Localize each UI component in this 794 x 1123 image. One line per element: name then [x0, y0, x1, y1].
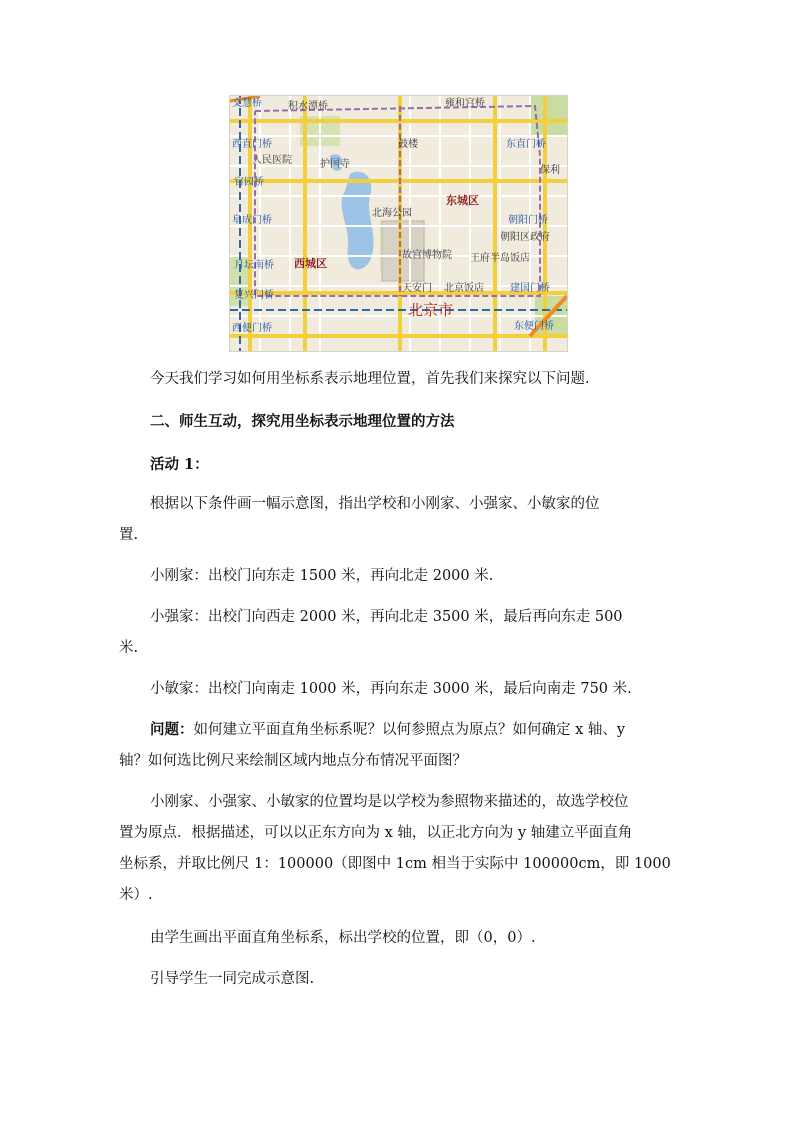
map-label-xichengqu: 西城区 [294, 257, 327, 270]
map-label-fuchengmenqiao: 阜成门桥 [232, 215, 272, 226]
answer-line-1: 小刚家、小强家、小敏家的位置均是以学校为参照物来描述的，故选学校位 [150, 794, 629, 810]
answer-line-3: 坐标系，并取比例尺 1：100000（即图中 1cm 相当于实际中 100000cm，即 1000 [119, 856, 671, 872]
map-label-jishuitanqiao: 积水潭桥 [288, 101, 328, 112]
xiaoqiang-home-line-1: 小强家：出校门向西走 2000 米，再向北走 3500 米，最后再向东走 500 [150, 609, 623, 625]
xiaoqiang-home-line-2: 米. [119, 640, 139, 656]
question-label: 问题： [150, 721, 194, 738]
map-label-beijingshi: 北京市 [408, 301, 454, 319]
map-label-dongchengqu: 东城区 [446, 194, 479, 207]
map-label-jianguomenqiao: 建国门桥 [510, 283, 550, 294]
map-label-xizhimenqiao: 西直门桥 [232, 139, 272, 150]
answer-line-4: 米）. [119, 887, 153, 903]
task-line-2: 置. [119, 527, 139, 543]
intro-paragraph: 今天我们学习如何用坐标系表示地理位置，首先我们来探究以下问题. [150, 371, 590, 387]
section-2-heading: 二、师生互动，探究用坐标表示地理位置的方法 [150, 413, 455, 430]
map-label-gulou: 鼓楼 [398, 139, 418, 150]
map-label-wangfubandao: 王府半岛饭店 [470, 253, 530, 264]
xiaomin-home: 小敏家：出校门向南走 1000 米，再向东走 3000 米，最后向南走 750 米. [150, 681, 632, 697]
map-label-chaoyangmenqiao: 朝阳门桥 [508, 215, 548, 226]
question-line-1 [150, 720, 625, 740]
map-label-guanyuanqiao: 官园桥 [234, 177, 264, 188]
map-label-dongzhimenqiao: 东直门桥 [506, 139, 546, 150]
map-label-yuetannanqiao: 月坛南桥 [234, 260, 274, 271]
map-label-xibianmenqiao: 西便门桥 [232, 323, 272, 334]
map-label-gugongbowuyuan: 故宫博物院 [402, 250, 452, 261]
answer-line-2: 置为原点．根据描述，可以以正东方向为 x 轴，以正北方向为 y 轴建立平面直角 [119, 825, 633, 841]
map-label-dongbianmenqiao: 东便门桥 [514, 321, 554, 332]
beijing-map [229, 95, 568, 352]
map-label-beihaigongyuan: 北海公园 [372, 208, 412, 219]
map-label-tiananmen: 天安门 [402, 283, 432, 294]
question-text: 如何建立平面直角坐标系呢？以何参照点为原点？如何确定 x 轴、y [193, 722, 626, 738]
task-line-1: 根据以下条件画一幅示意图，指出学校和小刚家、小强家、小敏家的位 [150, 496, 600, 512]
map-label-huguosi: 护国寺 [320, 159, 350, 170]
map-label-yonghegongqiao: 雍和宫桥 [445, 98, 485, 109]
map-label-chaoyangquzhengfu: 朝阳区政府 [500, 232, 550, 243]
map-label-fuxingmenqiao: 复兴门桥 [234, 290, 274, 301]
map-label-baoli: 保利 [540, 165, 560, 176]
map-label-wenhuiqiao: 文慧桥 [232, 98, 262, 109]
map-label-renminyiyuan: 人民医院 [252, 155, 292, 166]
draw-axes-paragraph: 由学生画出平面直角坐标系，标出学校的位置，即（0，0）. [150, 930, 536, 946]
xiaogang-home: 小刚家：出校门向东走 1500 米，再向北走 2000 米. [150, 568, 494, 584]
map-label-beijingfandian: 北京饭店 [444, 283, 484, 294]
activity-1-heading: 活动 1： [150, 456, 209, 473]
guide-paragraph: 引导学生一同完成示意图. [150, 971, 315, 987]
question-line-2: 轴？如何选比例尺来绘制区域内地点分布情况平面图？ [119, 753, 467, 769]
